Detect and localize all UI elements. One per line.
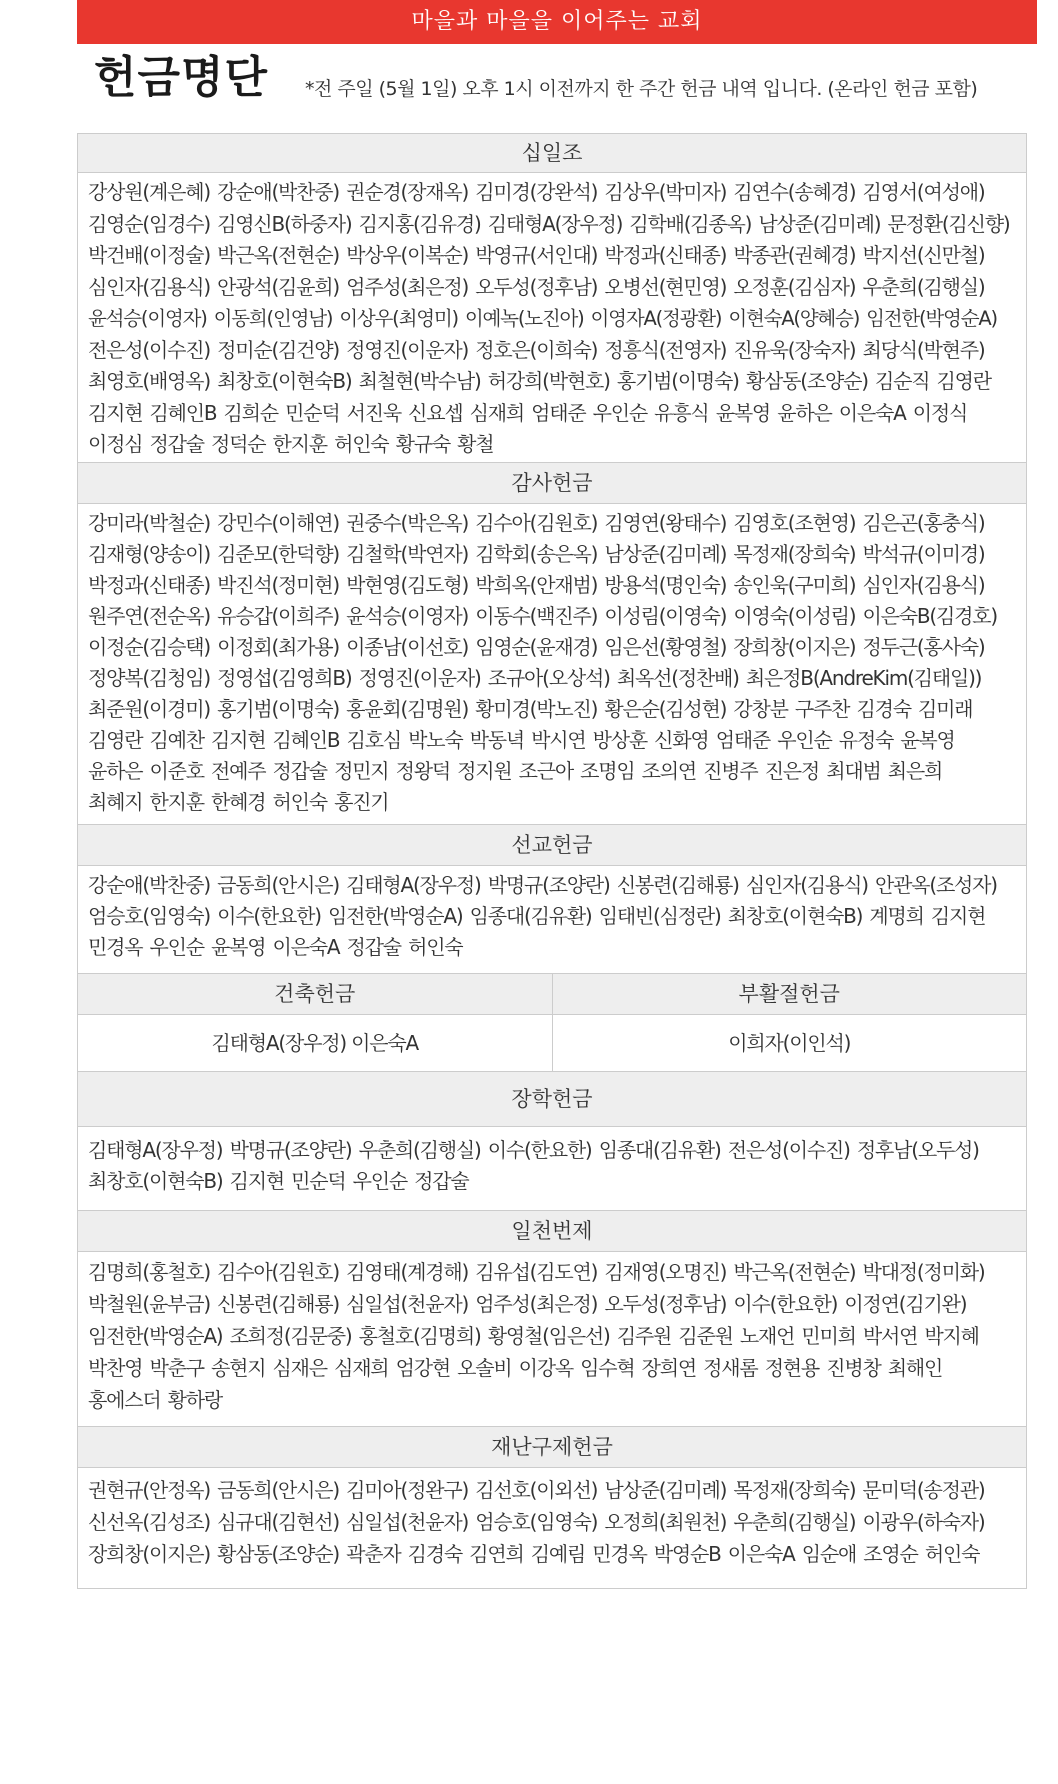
name-line: 임전한(박영순A) 조희정(김문중) 홍철호(김명희) 황영철(임은선) 김주원 김준원 노재언 민미희 박서연 박지혜 bbox=[88, 1324, 979, 1348]
name-line: 강상원(계은혜) 강순애(박찬중) 권순경(장재옥) 김미경(강완석) 김상우(박미자) 김연수(송혜경) 김영서(여성애) bbox=[88, 180, 985, 204]
page-title: 헌금명단 bbox=[94, 52, 269, 103]
tithe-names bbox=[78, 173, 1026, 463]
relief-names bbox=[78, 1468, 1026, 1589]
mission-header: 선교헌금 bbox=[78, 825, 1026, 866]
name-line: 장희창(이지은) 황삼동(조양순) 곽춘자 김경숙 김연희 김예림 민경옥 박영순B 이은숙A 임순애 조영순 허인숙 bbox=[88, 1542, 980, 1566]
building-column bbox=[78, 974, 552, 1071]
name-line: 박찬영 박춘구 송현지 심재은 심재희 엄강현 오솔비 이강옥 임수혁 장희연 정새롬 정현용 진병창 최해인 bbox=[88, 1356, 943, 1380]
name-line: 민경옥 우인순 윤복영 이은숙A 정갑술 허인숙 bbox=[88, 935, 463, 959]
name-line: 김재형(양송이) 김준모(한덕향) 김철학(박연자) 김학회(송은옥) 남상준(김미례) 목정재(장희숙) 박석규(이미경) bbox=[88, 542, 985, 566]
name-line: 박철원(윤부금) 신봉련(김해룡) 심일섭(천윤자) 엄주성(최은정) 오두성(정후남) 이수(한요한) 이정연(김기완) bbox=[88, 1292, 967, 1316]
name-line: 윤하은 이준호 전예주 정갑술 정민지 정왕덕 정지원 조근아 조명임 조의연 진병주 진은정 최대범 최은희 bbox=[88, 759, 943, 783]
name-line: 최혜지 한지훈 한혜경 허인숙 홍진기 bbox=[88, 790, 389, 814]
easter-header: 부활절헌금 bbox=[553, 974, 1027, 1015]
mission-names bbox=[78, 866, 1026, 974]
offering-table bbox=[77, 133, 1027, 1589]
name-line: 최준원(이경미) 홍기범(이명숙) 홍윤회(김명원) 황미경(박노진) 황은순(김성현) 강창분 구주찬 김경숙 김미래 bbox=[88, 697, 973, 721]
name-line: 권현규(안정옥) 금동희(안시은) 김미아(정완구) 김선호(이외선) 남상준(김미례) 목정재(장희숙) 문미덕(송정관) bbox=[88, 1478, 985, 1502]
thanks-header: 감사헌금 bbox=[78, 463, 1026, 504]
name-line: 김지현 김혜인B 김희순 민순덕 서진욱 신요셉 심재희 엄태준 우인순 유흥식 윤복영 윤하은 이은숙A 이정식 bbox=[88, 400, 968, 425]
name-line: 김태형A(장우정) 박명규(조양란) 우춘희(김행실) 이수(한요한) 임종대(김유환) 전은성(이수진) 정후남(오두성) bbox=[88, 1138, 979, 1162]
building-names: 김태형A(장우정) 이은숙A bbox=[211, 1031, 418, 1055]
name-line: 최영호(배영옥) 최창호(이현숙B) 최철현(박수남) 허강희(박현호) 홍기범(이명숙) 황삼동(조양순) 김순직 김영란 bbox=[88, 369, 991, 393]
name-line: 신선옥(김성조) 심규대(김현선) 심일섭(천윤자) 엄승호(임영숙) 오정희(최원천) 우춘희(김행실) 이광우(하숙자) bbox=[88, 1510, 985, 1534]
name-line: 김영순(임경수) 김영신B(하중자) 김지홍(김유경) 김태형A(장우정) 김학배(김종옥) 남상준(김미례) 문정환(김신향) bbox=[88, 211, 1010, 236]
name-line: 전은성(이수진) 정미순(김건양) 정영진(이운자) 정호은(이희숙) 정흥식(전영자) 진유욱(장숙자) 최당식(박현주) bbox=[88, 337, 985, 362]
name-line: 강미라(박철순) 강민수(이해연) 권중수(박은옥) 김수아(김원호) 김영연(왕태수) 김영호(조현영) 김은곤(홍충식) bbox=[88, 511, 985, 535]
name-line: 정양복(김청임) 정영섭(김영희B) 정영진(이운자) 조규아(오상석) 최옥선(정찬배) 최은정B(AndreKim(김태일)) bbox=[88, 666, 982, 690]
thousand-names bbox=[78, 1252, 1026, 1427]
name-line: 박건배(이정술) 박근옥(전현순) 박상우(이복순) 박영규(서인대) 박정과(신태종) 박종관(권혜경) 박지선(신만철) bbox=[88, 243, 985, 267]
header-banner: 마을과 마을을 이어주는 교회 bbox=[77, 0, 1037, 44]
name-line: 김명희(홍철호) 김수아(김원호) 김영태(계경해) 김유섭(김도연) 김재영(오명진) 박근옥(전현순) 박대정(정미화) bbox=[88, 1260, 985, 1284]
name-line: 윤석승(이영자) 이동희(인영남) 이상우(최영미) 이예녹(노진아) 이영자A(정광환) 이현숙A(양혜승) 임전한(박영순A) bbox=[88, 307, 997, 330]
name-line: 최창호(이현숙B) 김지현 민순덕 우인순 정갑술 bbox=[88, 1169, 469, 1193]
tithe-header: 십일조 bbox=[78, 134, 1026, 173]
easter-column bbox=[552, 974, 1027, 1071]
relief-header: 재난구제헌금 bbox=[78, 1427, 1026, 1468]
name-line: 이정순(김승택) 이정회(최가용) 이종남(이선호) 임영순(윤재경) 임은선(황영철) 장희창(이지은) 정두근(홍사숙) bbox=[88, 635, 985, 659]
scholarship-names bbox=[78, 1127, 1026, 1211]
name-line: 이정심 정갑술 정덕순 한지훈 허인숙 황규숙 황철 bbox=[88, 432, 494, 456]
name-line: 심인자(김용식) 안광석(김윤희) 엄주성(최은정) 오두성(정후남) 오병선(현민영) 오정훈(김심자) 우춘희(김행실) bbox=[88, 274, 985, 299]
name-line: 김영란 김예찬 김지현 김혜인B 김호심 박노숙 박동녁 박시연 방상훈 신화영 엄태준 우인순 유정숙 윤복영 bbox=[88, 728, 955, 752]
scholarship-header: 장학헌금 bbox=[78, 1072, 1026, 1127]
building-easter-row bbox=[78, 974, 1026, 1072]
building-header: 건축헌금 bbox=[78, 974, 552, 1015]
thanks-names bbox=[78, 504, 1026, 825]
name-line: 박정과(신태종) 박진석(정미현) 박현영(김도형) 박희옥(안재범) 방용석(명인숙) 송인욱(구미희) 심인자(김용식) bbox=[88, 573, 985, 597]
name-line: 엄승호(임영숙) 이수(한요한) 임전한(박영순A) 임종대(김유환) 임태빈(심정란) 최창호(이현숙B) 계명희 김지현 bbox=[88, 904, 986, 928]
easter-names: 이희자(이인석) bbox=[728, 1031, 851, 1055]
name-line: 원주연(전순옥) 유승갑(이희주) 윤석승(이영자) 이동수(백진주) 이성림(이영숙) 이영숙(이성림) 이은숙B(김경호) bbox=[88, 604, 997, 628]
period-note: *전 주일 (5월 1일) 오후 1시 이전까지 한 주간 헌금 내역 입니다. (온라인 헌금 포함) bbox=[305, 78, 978, 100]
name-line: 홍에스더 황하랑 bbox=[88, 1388, 222, 1412]
thousand-header: 일천번제 bbox=[78, 1211, 1026, 1252]
name-line: 강순애(박찬중) 금동희(안시은) 김태형A(장우정) 박명규(조양란) 신봉련(김해룡) 심인자(김용식) 안관옥(조성자) bbox=[88, 873, 997, 897]
